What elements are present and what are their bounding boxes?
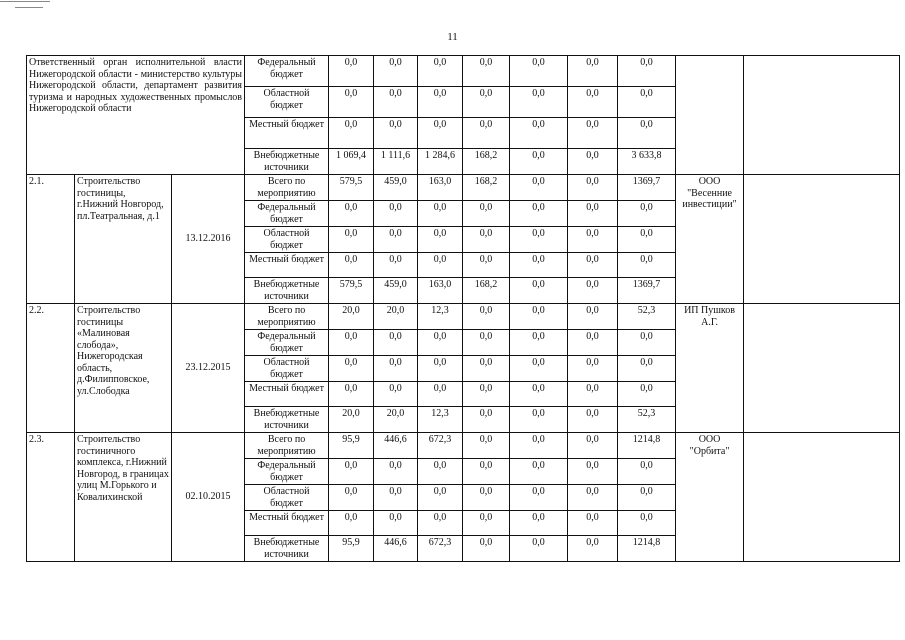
value-cell: 0,0: [568, 330, 618, 356]
value-cell: 0,0: [463, 227, 510, 253]
completion-date-cell: 02.10.2015: [172, 433, 245, 562]
value-cell: 0,0: [568, 356, 618, 382]
value-cell: 1 069,4: [329, 149, 374, 175]
value-cell: 0,0: [329, 227, 374, 253]
value-cell: 12,3: [418, 407, 463, 433]
value-cell: 0,0: [510, 485, 568, 511]
value-cell: 0,0: [463, 485, 510, 511]
value-cell: 0,0: [568, 278, 618, 304]
value-cell: 0,0: [510, 511, 568, 536]
value-cell: 446,6: [374, 536, 418, 562]
funding-source-cell: Федеральный бюджет: [245, 201, 329, 227]
value-cell: 0,0: [510, 175, 568, 201]
value-cell: 1214,8: [618, 536, 676, 562]
value-cell: 459,0: [374, 278, 418, 304]
value-cell: 0,0: [374, 253, 418, 278]
value-cell: 446,6: [374, 433, 418, 459]
value-cell: 0,0: [568, 118, 618, 149]
value-cell: 0,0: [463, 382, 510, 407]
executor-cell: ООО "Орбита": [676, 433, 744, 562]
value-cell: 0,0: [463, 356, 510, 382]
value-cell: 20,0: [329, 407, 374, 433]
value-cell: 0,0: [374, 56, 418, 87]
value-cell: 0,0: [374, 485, 418, 511]
executor-cell: ООО "Весенние инвестиции": [676, 175, 744, 304]
value-cell: 0,0: [418, 459, 463, 485]
value-cell: 0,0: [463, 201, 510, 227]
value-cell: 0,0: [510, 56, 568, 87]
value-cell: 0,0: [510, 382, 568, 407]
value-cell: 3 633,8: [618, 149, 676, 175]
value-cell: 0,0: [463, 118, 510, 149]
value-cell: 0,0: [510, 356, 568, 382]
value-cell: 0,0: [463, 511, 510, 536]
value-cell: 0,0: [618, 87, 676, 118]
value-cell: 0,0: [329, 459, 374, 485]
value-cell: 20,0: [374, 407, 418, 433]
value-cell: 20,0: [374, 304, 418, 330]
value-cell: 0,0: [510, 118, 568, 149]
table-row: [27, 304, 900, 330]
value-cell: 52,3: [618, 304, 676, 330]
value-cell: 0,0: [463, 253, 510, 278]
value-cell: 0,0: [568, 511, 618, 536]
funding-source-cell: Федеральный бюджет: [245, 330, 329, 356]
value-cell: 672,3: [418, 433, 463, 459]
value-cell: 0,0: [618, 253, 676, 278]
page-number: 11: [447, 31, 458, 43]
value-cell: 0,0: [618, 356, 676, 382]
note-cell: [744, 56, 900, 175]
item-name-cell: Строительство гостиницы «Малиновая слобода», Нижегородская область, д.Филипповское, ул.Слободка: [75, 304, 172, 433]
value-cell: 0,0: [510, 459, 568, 485]
budget-table: [26, 55, 900, 562]
value-cell: 12,3: [418, 304, 463, 330]
value-cell: 0,0: [374, 87, 418, 118]
value-cell: 0,0: [568, 536, 618, 562]
value-cell: 0,0: [418, 253, 463, 278]
value-cell: 1369,7: [618, 175, 676, 201]
funding-source-cell: Федеральный бюджет: [245, 459, 329, 485]
funding-source-cell: Областной бюджет: [245, 227, 329, 253]
value-cell: 0,0: [568, 56, 618, 87]
executor-cell: [676, 56, 744, 175]
value-cell: 0,0: [329, 87, 374, 118]
value-cell: 0,0: [618, 118, 676, 149]
value-cell: 0,0: [463, 433, 510, 459]
value-cell: 0,0: [374, 356, 418, 382]
value-cell: 0,0: [329, 356, 374, 382]
funding-source-cell: Местный бюджет: [245, 253, 329, 278]
value-cell: 0,0: [329, 56, 374, 87]
value-cell: 579,5: [329, 175, 374, 201]
funding-source-cell: Внебюджетные источники: [245, 149, 329, 175]
value-cell: 163,0: [418, 175, 463, 201]
value-cell: 0,0: [510, 278, 568, 304]
funding-source-cell: Местный бюджет: [245, 511, 329, 536]
value-cell: 0,0: [568, 407, 618, 433]
value-cell: 0,0: [463, 459, 510, 485]
value-cell: 1369,7: [618, 278, 676, 304]
funding-source-cell: Всего по мероприятию: [245, 304, 329, 330]
value-cell: 0,0: [463, 407, 510, 433]
value-cell: 0,0: [618, 382, 676, 407]
value-cell: 0,0: [418, 382, 463, 407]
value-cell: 0,0: [510, 87, 568, 118]
item-name-cell: Строительство гостиницы, г.Нижний Новгород, пл.Театральная, д.1: [75, 175, 172, 304]
funding-source-cell: Всего по мероприятию: [245, 433, 329, 459]
table-row: [27, 433, 900, 459]
value-cell: 0,0: [618, 330, 676, 356]
value-cell: 0,0: [568, 227, 618, 253]
value-cell: 0,0: [374, 201, 418, 227]
value-cell: 0,0: [418, 330, 463, 356]
note-cell: [744, 433, 900, 562]
funding-source-cell: Внебюджетные источники: [245, 278, 329, 304]
value-cell: 0,0: [418, 485, 463, 511]
value-cell: 0,0: [568, 175, 618, 201]
value-cell: 0,0: [568, 253, 618, 278]
item-number-cell: 2.1.: [27, 175, 75, 304]
value-cell: 0,0: [568, 304, 618, 330]
value-cell: 0,0: [329, 485, 374, 511]
value-cell: 0,0: [618, 56, 676, 87]
value-cell: 52,3: [618, 407, 676, 433]
value-cell: 0,0: [374, 330, 418, 356]
value-cell: 0,0: [374, 511, 418, 536]
value-cell: 0,0: [618, 459, 676, 485]
value-cell: 0,0: [329, 201, 374, 227]
item-number-cell: 2.2.: [27, 304, 75, 433]
item-name-cell: Строительство гостиничного комплекса, г.Нижний Новгород, в границах улиц М.Горького и Ковалихинской: [75, 433, 172, 562]
value-cell: 95,9: [329, 433, 374, 459]
value-cell: 0,0: [329, 118, 374, 149]
value-cell: 0,0: [329, 511, 374, 536]
value-cell: 168,2: [463, 175, 510, 201]
value-cell: 0,0: [510, 536, 568, 562]
value-cell: 0,0: [568, 201, 618, 227]
value-cell: 0,0: [568, 149, 618, 175]
value-cell: 168,2: [463, 149, 510, 175]
value-cell: 1214,8: [618, 433, 676, 459]
funding-source-cell: Внебюджетные источники: [245, 407, 329, 433]
value-cell: 0,0: [418, 56, 463, 87]
item-number-cell: 2.3.: [27, 433, 75, 562]
value-cell: 579,5: [329, 278, 374, 304]
note-cell: [744, 175, 900, 304]
value-cell: 20,0: [329, 304, 374, 330]
value-cell: 0,0: [463, 536, 510, 562]
funding-source-cell: Областной бюджет: [245, 356, 329, 382]
value-cell: 0,0: [418, 201, 463, 227]
value-cell: 0,0: [510, 201, 568, 227]
value-cell: 0,0: [418, 227, 463, 253]
value-cell: 0,0: [418, 118, 463, 149]
funding-source-cell: Областной бюджет: [245, 485, 329, 511]
funding-source-cell: Местный бюджет: [245, 118, 329, 149]
responsible-org-cell: Ответственный орган исполнительной власти Нижегородской области - министерство культуры Нижегородской области, департамент развития туризма и народных художественных промыслов Нижегородской области: [27, 56, 245, 175]
value-cell: 0,0: [329, 253, 374, 278]
value-cell: 0,0: [374, 382, 418, 407]
note-cell: [744, 304, 900, 433]
funding-source-cell: Федеральный бюджет: [245, 56, 329, 87]
value-cell: 0,0: [374, 227, 418, 253]
value-cell: 0,0: [568, 382, 618, 407]
funding-source-cell: Областной бюджет: [245, 87, 329, 118]
value-cell: 0,0: [418, 356, 463, 382]
value-cell: 0,0: [510, 149, 568, 175]
value-cell: 0,0: [374, 118, 418, 149]
value-cell: 0,0: [510, 253, 568, 278]
value-cell: 0,0: [463, 56, 510, 87]
completion-date-cell: 13.12.2016: [172, 175, 245, 304]
value-cell: 0,0: [618, 511, 676, 536]
value-cell: 672,3: [418, 536, 463, 562]
value-cell: 95,9: [329, 536, 374, 562]
value-cell: 0,0: [618, 201, 676, 227]
value-cell: 459,0: [374, 175, 418, 201]
executor-cell: ИП Пушков А.Г.: [676, 304, 744, 433]
value-cell: 0,0: [510, 433, 568, 459]
value-cell: 168,2: [463, 278, 510, 304]
value-cell: 1 284,6: [418, 149, 463, 175]
value-cell: 0,0: [418, 87, 463, 118]
value-cell: 163,0: [418, 278, 463, 304]
value-cell: 0,0: [568, 87, 618, 118]
table-row: [27, 56, 900, 87]
value-cell: 1 111,6: [374, 149, 418, 175]
value-cell: 0,0: [418, 511, 463, 536]
value-cell: 0,0: [463, 304, 510, 330]
value-cell: 0,0: [618, 485, 676, 511]
value-cell: 0,0: [510, 227, 568, 253]
value-cell: 0,0: [568, 459, 618, 485]
table-row: [27, 175, 900, 201]
value-cell: 0,0: [463, 330, 510, 356]
value-cell: 0,0: [374, 459, 418, 485]
funding-source-cell: Всего по мероприятию: [245, 175, 329, 201]
completion-date-cell: 23.12.2015: [172, 304, 245, 433]
funding-source-cell: Местный бюджет: [245, 382, 329, 407]
funding-source-cell: Внебюджетные источники: [245, 536, 329, 562]
value-cell: 0,0: [510, 304, 568, 330]
value-cell: 0,0: [510, 330, 568, 356]
value-cell: 0,0: [510, 407, 568, 433]
value-cell: 0,0: [568, 485, 618, 511]
value-cell: 0,0: [463, 87, 510, 118]
value-cell: 0,0: [618, 227, 676, 253]
value-cell: 0,0: [329, 330, 374, 356]
table-body: [27, 56, 900, 562]
value-cell: 0,0: [329, 382, 374, 407]
value-cell: 0,0: [568, 433, 618, 459]
